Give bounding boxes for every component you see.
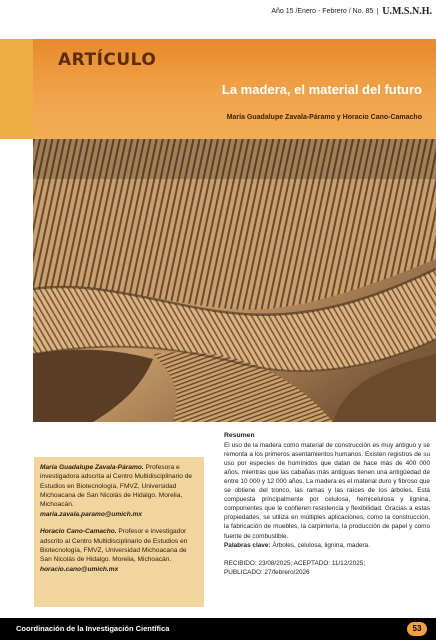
- author2-email[interactable]: horacio.cano@umich.mx: [40, 565, 119, 573]
- wood-slats-illustration: [33, 139, 436, 422]
- received-accepted: RECIBIDO: 23/08/2025; ACEPTADO: 11/12/2025;: [224, 559, 366, 567]
- published-date: PUBLICADO: 27/febrero/2026: [224, 568, 310, 576]
- author1-email[interactable]: maria.zavala.paramo@umich.mx: [40, 510, 143, 518]
- keywords: [224, 541, 430, 550]
- brand-name: U.M.S.N.H.: [382, 6, 432, 17]
- page-number: 53: [407, 622, 427, 636]
- keywords-list: Árboles, celulosa, lignina, madera.: [270, 541, 371, 549]
- article-title: La madera, el material del futuro: [221, 82, 422, 97]
- author1-name: María Guadalupe Zavala-Páramo.: [40, 464, 144, 471]
- abstract-body: El uso de la madera como material de construcción es muy antiguo y se remonta a los primeros asentamientos humanos. Existen registros de su uso por especies de homínidos que datan de hace más de 400 000 años, mientras que las cabañas más antiguas tienen una antigüedad de entre 10 000 y 12 000 años. La madera es el material duro y fibroso que se obtiene del tronco, las ramas y las raíces de los árboles. Está compuesta principalmente por celulosa, hemicelulosa y lignina, componentes que le confieren resistencia y flexibilidad. Gracias a estas propiedades, se utiliza en múltiples aplicaciones, como la construcción, la fabricación de muebles, la carpintería, la producción de papel y como fuente de combustible.: [224, 441, 430, 540]
- abstract-heading: Resumen: [224, 432, 255, 439]
- abstract-section: [224, 431, 430, 577]
- keywords-label: Palabras clave:: [224, 541, 271, 549]
- footer-text: Coordinación de la Investigación Científica: [16, 624, 170, 633]
- section-label: ARTÍCULO: [58, 50, 157, 70]
- author-bio-box: [34, 457, 204, 607]
- author2-bio: [40, 527, 198, 574]
- issue-info: Año 15 /Enero - Febrero / No. 85: [271, 8, 378, 15]
- article-authors: María Guadalupe Zavala-Páramo y Horacio Cano-Camacho: [226, 114, 422, 121]
- author1-bio: [40, 463, 198, 519]
- page-header: [271, 6, 432, 17]
- author2-affiliation: Profesor e investigador adscrito al Centro Multidisciplinario de Estudios en Biotecnología, FMVZ, Universidad Michoacana de San Nicolás de Hidalgo. Morelia, Michoacán.: [40, 528, 188, 564]
- publication-dates: [224, 559, 430, 577]
- wood-ceiling-photo: [33, 139, 436, 422]
- author2-name: Horacio Cano-Camacho.: [40, 528, 117, 536]
- author1-affiliation: Profesora e investigadora adscrita al Centro Multidisciplinario de Estudios en Biotecnología, FMVZ, Universidad Michoacana de San Nicolás de Hidalgo. Morelia, Michoacán.: [40, 464, 193, 509]
- page-footer: [0, 618, 436, 640]
